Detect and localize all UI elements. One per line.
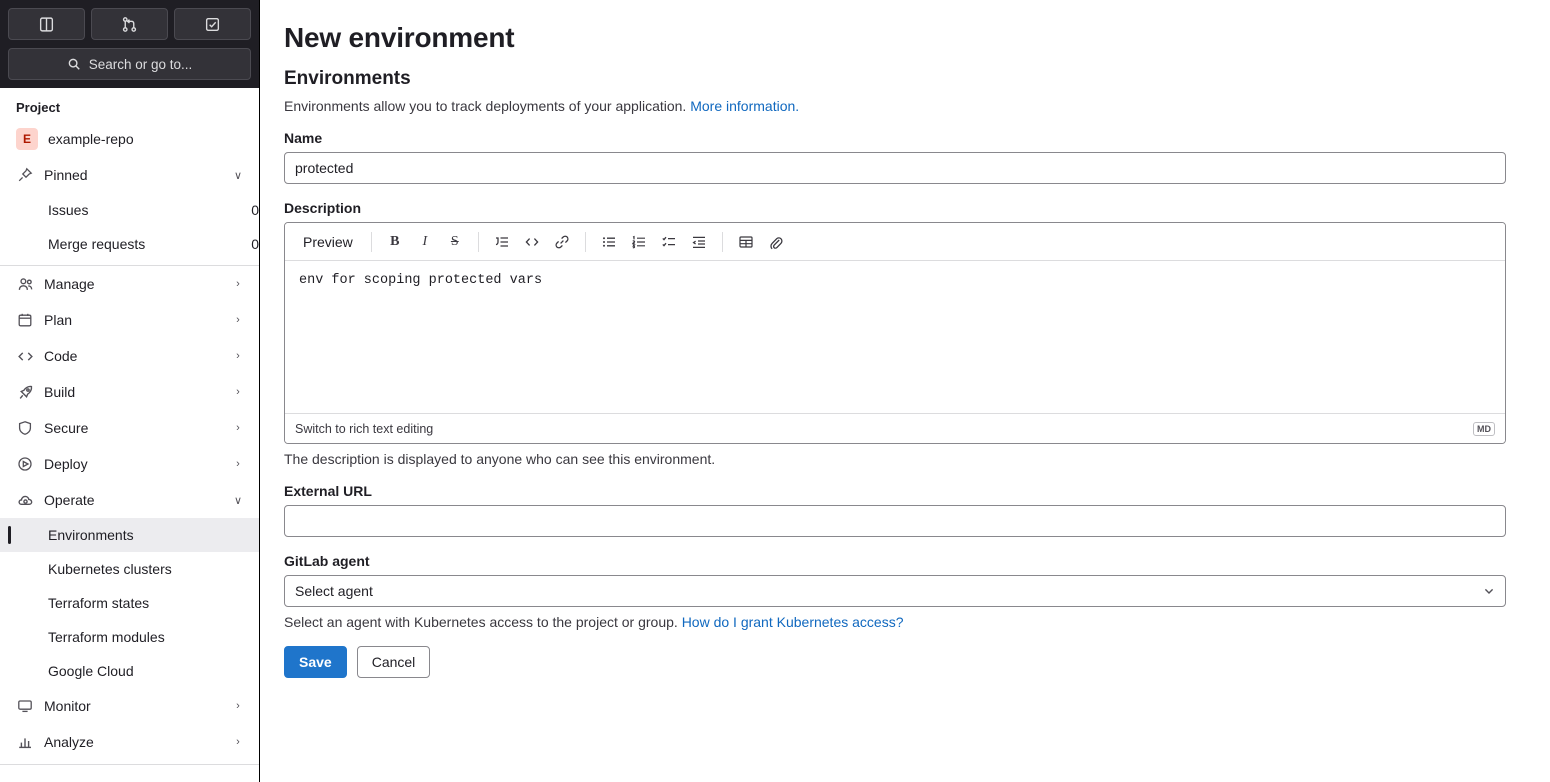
description-toolbar <box>285 223 1505 261</box>
table-icon[interactable] <box>733 229 759 255</box>
search-icon <box>67 57 81 71</box>
code-icon <box>16 347 34 365</box>
sidebar-item-label: Deploy <box>44 456 88 472</box>
task-list-icon[interactable] <box>656 229 682 255</box>
description-textarea[interactable]: env for scoping protected vars <box>299 273 543 288</box>
toolbar-divider <box>371 232 372 252</box>
sidebar-item-label: Plan <box>44 312 73 328</box>
save-button[interactable]: Save <box>284 646 347 678</box>
chevron-right-icon: › <box>236 350 240 362</box>
sidebar-item-merge-requests[interactable] <box>0 227 259 261</box>
bullet-list-icon[interactable] <box>596 229 622 255</box>
toolbar-divider <box>478 232 479 252</box>
chevron-right-icon: › <box>236 458 240 470</box>
sidebar-item-terraform-states[interactable] <box>0 586 259 620</box>
sidebar-header <box>0 0 259 88</box>
merge-requests-count-badge: 0 <box>251 236 259 252</box>
cloud-gear-icon <box>16 491 34 509</box>
sidebar-item-code[interactable] <box>0 338 259 374</box>
sidebar-item-example-repo[interactable] <box>0 121 259 157</box>
chevron-down-icon <box>1483 585 1495 597</box>
intro-text <box>284 98 1506 114</box>
sidebar-item-google-cloud[interactable] <box>0 654 259 688</box>
numbered-list-icon[interactable] <box>626 229 652 255</box>
sidebar-item-pinned[interactable] <box>0 157 259 193</box>
issues-count-badge: 0 <box>251 202 259 218</box>
gitlab-agent-select[interactable] <box>284 575 1506 607</box>
sidebar-item-label: Monitor <box>44 698 91 714</box>
sidebar-item-label: Terraform modules <box>48 629 165 645</box>
main-content <box>260 0 1550 782</box>
repo-avatar: E <box>16 128 38 150</box>
sidebar-item-label: Secure <box>44 420 89 436</box>
sidebar-item-plan[interactable] <box>0 302 259 338</box>
search-placeholder: Search or go to... <box>88 56 193 72</box>
chevron-right-icon: › <box>236 386 240 398</box>
todo-list-icon[interactable] <box>174 8 251 40</box>
sidebar-item-label: Issues <box>48 202 89 218</box>
sidebar-item-label: example-repo <box>48 131 134 147</box>
gitlab-agent-selected-value: Select agent <box>295 583 373 599</box>
markdown-badge-icon: MD <box>1473 422 1495 436</box>
description-note: The description is displayed to anyone who can see this environment. <box>284 451 716 467</box>
quote-icon[interactable] <box>489 229 515 255</box>
chevron-right-icon: › <box>236 314 240 326</box>
chevron-right-icon: › <box>236 278 240 290</box>
italic-icon[interactable]: I <box>422 233 428 249</box>
sidebar-item-issues[interactable] <box>0 193 259 227</box>
sidebar-item-label: Manage <box>44 276 95 292</box>
sidebar-item-label: Terraform states <box>48 595 150 611</box>
sidebar <box>0 0 260 782</box>
sidebar-item-label: Analyze <box>44 734 94 750</box>
sidebar-divider-bottom <box>0 764 259 765</box>
rocket-icon <box>16 383 34 401</box>
sidebar-item-label: Operate <box>44 492 95 508</box>
sidebar-item-kubernetes-clusters[interactable] <box>0 552 259 586</box>
page-title: New environment <box>284 22 515 53</box>
name-label: Name <box>284 130 323 146</box>
gitlab-agent-note-text: Select an agent with Kubernetes access to the project or group. <box>284 614 678 630</box>
intro-text-label: Environments allow you to track deployments of your application. <box>284 98 687 114</box>
link-icon[interactable] <box>549 229 575 255</box>
description-label: Description <box>284 200 362 216</box>
more-information-link[interactable]: More information. <box>690 98 800 114</box>
description-editor <box>284 222 1506 444</box>
kubernetes-access-link[interactable]: How do I grant Kubernetes access? <box>681 614 904 630</box>
shield-icon <box>16 419 34 437</box>
cancel-button[interactable]: Cancel <box>357 646 431 678</box>
sidebar-item-environments[interactable] <box>0 518 259 552</box>
sidebar-nav <box>0 88 259 782</box>
deploy-icon <box>16 455 34 473</box>
gitlab-agent-note <box>284 614 1506 630</box>
description-footer <box>285 413 1505 443</box>
merge-requests-icon[interactable] <box>91 8 168 40</box>
toolbar-divider <box>585 232 586 252</box>
new-item-icon[interactable] <box>8 8 85 40</box>
code-icon[interactable] <box>519 229 545 255</box>
section-heading: Environments <box>284 68 411 89</box>
toolbar-divider <box>722 232 723 252</box>
attach-icon[interactable] <box>763 229 789 255</box>
sidebar-item-label: Google Cloud <box>48 663 134 679</box>
gitlab-agent-label: GitLab agent <box>284 553 370 569</box>
sidebar-section-title: Project <box>16 100 61 115</box>
sidebar-item-label: Environments <box>48 527 134 543</box>
external-url-input[interactable] <box>284 505 1506 537</box>
sidebar-item-label: Merge requests <box>48 236 146 252</box>
pin-icon <box>16 166 34 184</box>
sidebar-item-build[interactable] <box>0 374 259 410</box>
chevron-down-icon: ∨ <box>233 494 243 507</box>
strikethrough-icon[interactable]: S <box>450 233 459 249</box>
sidebar-item-secure[interactable] <box>0 410 259 446</box>
sidebar-item-monitor[interactable] <box>0 688 259 724</box>
chevron-right-icon: › <box>236 700 240 712</box>
name-input[interactable] <box>284 152 1506 184</box>
calendar-icon <box>16 311 34 329</box>
external-url-label: External URL <box>284 483 372 499</box>
switch-rich-text-button[interactable]: Switch to rich text editing <box>295 421 434 436</box>
chevron-down-icon: ∨ <box>233 169 243 182</box>
sidebar-item-deploy[interactable] <box>0 446 259 482</box>
chart-icon <box>16 733 34 751</box>
sidebar-item-label: Build <box>44 384 76 400</box>
bold-icon[interactable]: B <box>390 233 400 249</box>
chevron-right-icon: › <box>236 736 240 748</box>
indent-icon[interactable] <box>686 229 712 255</box>
sidebar-item-terraform-modules[interactable] <box>0 620 259 654</box>
chevron-right-icon: › <box>236 422 240 434</box>
sidebar-item-label: Code <box>44 348 78 364</box>
users-icon <box>16 275 34 293</box>
sidebar-item-manage[interactable] <box>0 266 259 302</box>
sidebar-icon-row <box>8 6 251 48</box>
monitor-icon <box>16 697 34 715</box>
sidebar-item-operate[interactable] <box>0 482 259 518</box>
form-actions <box>284 646 1506 678</box>
sidebar-item-label: Kubernetes clusters <box>48 561 172 577</box>
search-input[interactable] <box>8 48 251 80</box>
sidebar-item-label: Pinned <box>44 167 88 183</box>
preview-button[interactable]: Preview <box>303 233 353 250</box>
sidebar-item-analyze[interactable] <box>0 724 259 760</box>
